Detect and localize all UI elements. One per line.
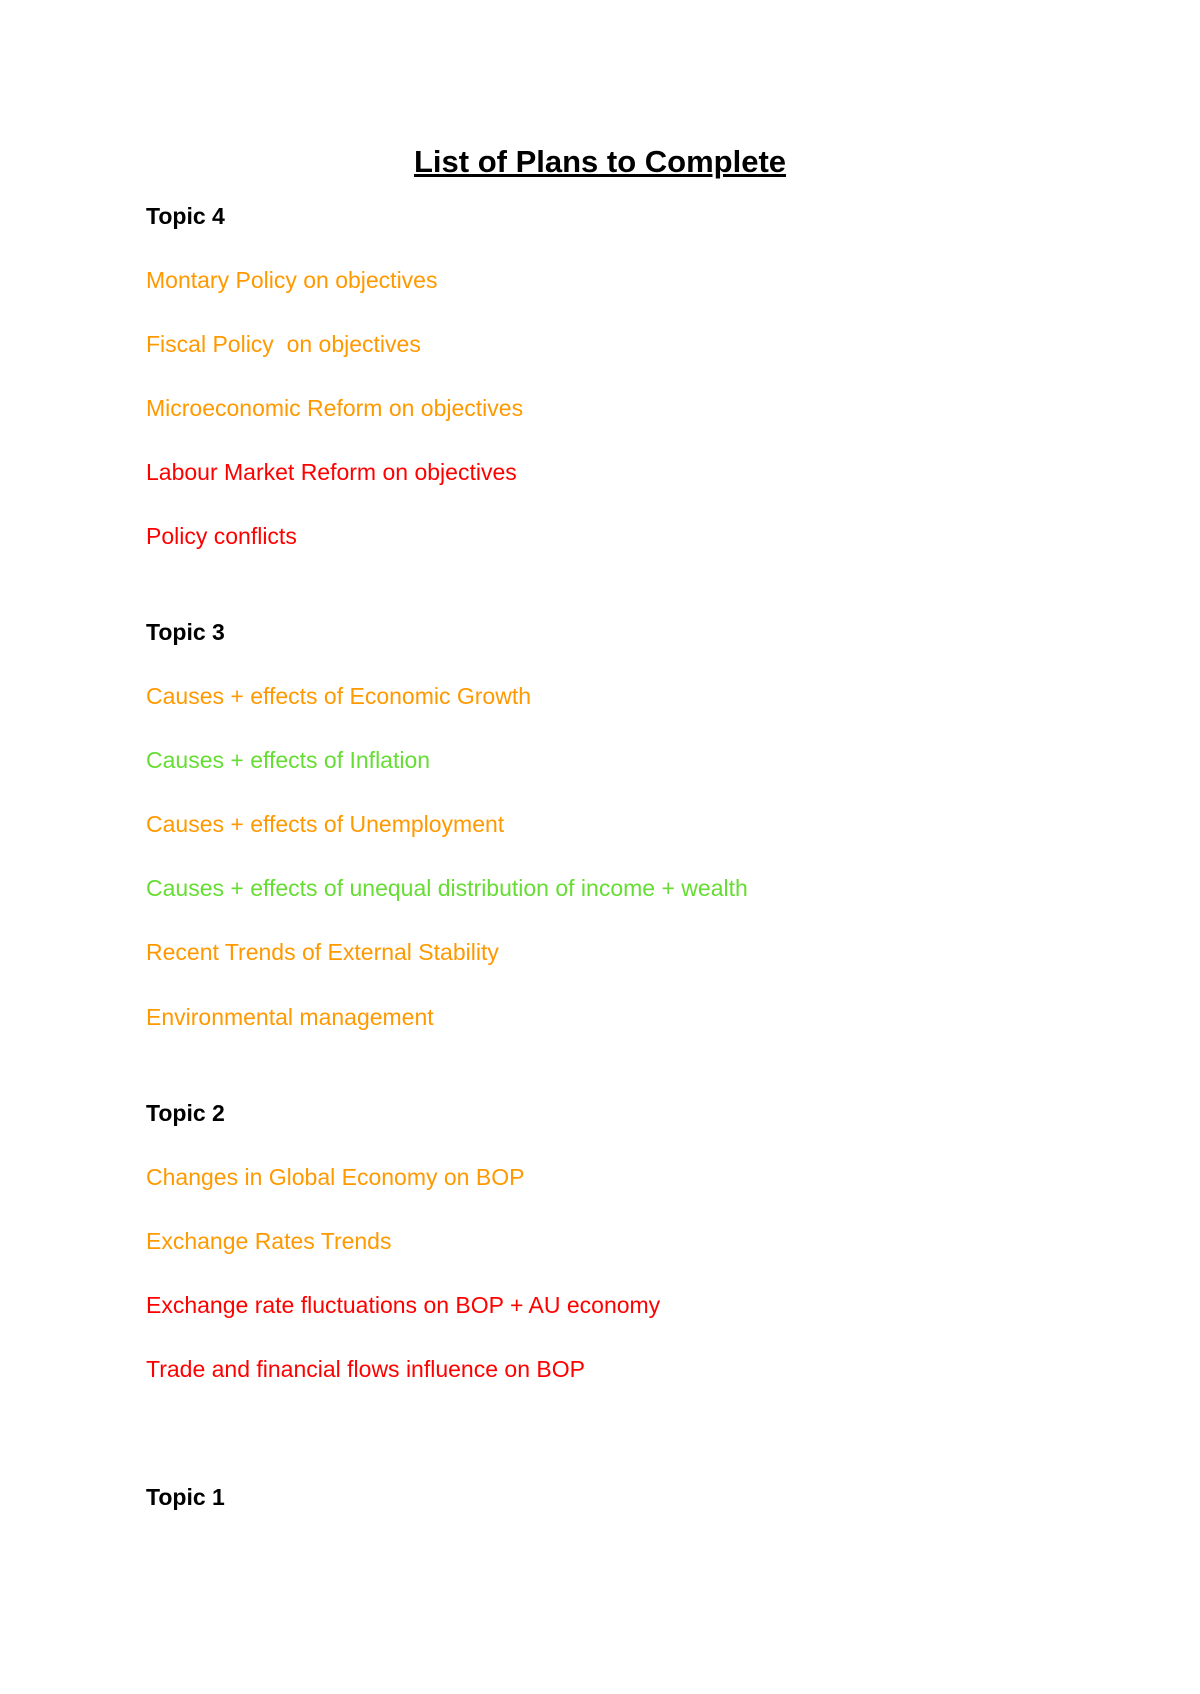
list-item: Trade and financial flows influence on BOP — [146, 1356, 585, 1382]
list-item: Causes + effects of unequal distribution of income + wealth — [146, 875, 748, 901]
list-item: Fiscal Policy on objectives — [146, 331, 421, 357]
list-item: Exchange rate fluctuations on BOP + AU economy — [146, 1292, 661, 1318]
section-heading-topic-3: Topic 3 — [146, 619, 225, 645]
section-heading-topic-1: Topic 1 — [146, 1484, 225, 1510]
page-title: List of Plans to Complete — [413, 144, 787, 179]
list-item: Montary Policy on objectives — [146, 267, 438, 293]
list-item: Causes + effects of Unemployment — [146, 811, 505, 837]
list-item: Environmental management — [146, 1004, 434, 1030]
list-item: Changes in Global Economy on BOP — [146, 1164, 525, 1190]
list-item: Policy conflicts — [146, 523, 297, 549]
section-heading-topic-4: Topic 4 — [146, 203, 225, 229]
list-item: Recent Trends of External Stability — [146, 939, 499, 965]
section-heading-topic-2: Topic 2 — [146, 1100, 225, 1126]
list-item: Microeconomic Reform on objectives — [146, 395, 524, 421]
list-item: Causes + effects of Economic Growth — [146, 683, 532, 709]
list-item: Causes + effects of Inflation — [146, 747, 431, 773]
list-item: Exchange Rates Trends — [146, 1228, 392, 1254]
list-item: Labour Market Reform on objectives — [146, 459, 517, 485]
